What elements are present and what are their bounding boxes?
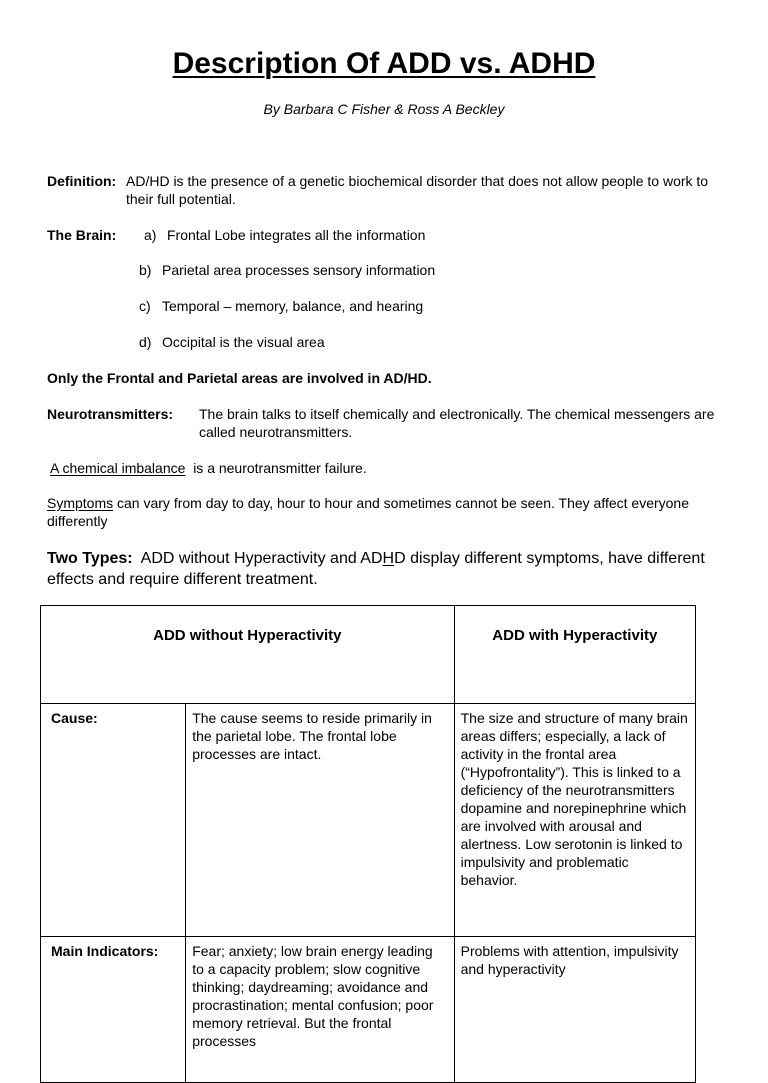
brain-item-text: Temporal – memory, balance, and hearing bbox=[162, 298, 424, 314]
brain-item-letter: d) bbox=[139, 334, 152, 350]
brain-item-c bbox=[139, 297, 423, 315]
brain-item-letter: b) bbox=[139, 262, 152, 278]
page-title: Description Of ADD vs. ADHD bbox=[172, 47, 596, 80]
two-types-line bbox=[47, 548, 727, 590]
indicators-with-cell: Problems with attention, impulsivity and hyperactivity bbox=[454, 937, 695, 1083]
definition-label: Definition: bbox=[47, 173, 117, 189]
comparison-table bbox=[40, 605, 696, 1083]
table-header-row bbox=[41, 606, 696, 704]
symptoms-text: can vary from day to day, hour to hour and sometimes cannot be seen. They affect everyone differently bbox=[47, 495, 690, 529]
brain-item-text: Frontal Lobe integrates all the information bbox=[167, 227, 426, 243]
indicators-without-cell: Fear; anxiety; low brain energy leading to a capacity problem; slow cognitive thinking; daydreaming; avoidance and procrastination; mental confusion; poor memory retrieval. But the frontal processes bbox=[186, 937, 454, 1083]
header-with-hyperactivity: ADD with Hyperactivity bbox=[454, 606, 695, 704]
brain-item-text: Occipital is the visual area bbox=[162, 334, 325, 350]
two-types-label: Two Types: bbox=[47, 550, 133, 567]
brain-label: The Brain: bbox=[47, 227, 117, 243]
row-label-cause: Cause: bbox=[41, 704, 186, 937]
brain-item-letter: a) bbox=[144, 227, 157, 243]
table-row bbox=[41, 937, 696, 1083]
two-types-text-a: ADD without Hyperactivity and AD bbox=[140, 550, 383, 567]
definition-text: AD/HD is the presence of a genetic biochemical disorder that does not allow people to work to their full potential. bbox=[126, 173, 709, 207]
frontal-parietal-note: Only the Frontal and Parietal areas are involved in AD/HD. bbox=[47, 370, 432, 386]
brain-item-a bbox=[144, 226, 425, 244]
chemical-imbalance-text: is a neurotransmitter failure. bbox=[193, 460, 367, 476]
brain-item-letter: c) bbox=[139, 298, 151, 314]
brain-item-d bbox=[139, 333, 325, 351]
cause-without-cell: The cause seems to reside primarily in the parietal lobe. The frontal lobe processes are intact. bbox=[186, 704, 454, 937]
table-row bbox=[41, 704, 696, 937]
chemical-imbalance-line bbox=[50, 459, 367, 477]
brain-item-b bbox=[139, 261, 435, 279]
cause-with-cell: The size and structure of many brain areas differs; especially, a lack of activity in the frontal area (“Hypofrontality”). This is linked to a deficiency of the neurotransmitters dopamine and norepinephrine which are involved with arousal and alertness. Low serotonin is linked to impulsivity and problematic behavior. bbox=[454, 704, 695, 937]
two-types-text-h: H bbox=[382, 550, 395, 567]
byline: By Barbara C Fisher & Ross A Beckley bbox=[263, 101, 505, 117]
chemical-imbalance-term: A chemical imbalance bbox=[50, 460, 186, 476]
symptoms-line bbox=[47, 494, 727, 530]
row-label-main-indicators: Main Indicators: bbox=[41, 937, 186, 1083]
brain-item-text: Parietal area processes sensory information bbox=[162, 262, 436, 278]
neurotransmitters-label: Neurotransmitters: bbox=[47, 406, 174, 422]
header-without-hyperactivity: ADD without Hyperactivity bbox=[41, 606, 455, 704]
symptoms-term: Symptoms bbox=[47, 495, 114, 511]
neurotransmitters-text: The brain talks to itself chemically and electronically. The chemical messengers are called neurotransmitters. bbox=[199, 406, 715, 440]
two-types-text-b: D display different symptoms, have different effects and require different treatment. bbox=[47, 550, 705, 588]
